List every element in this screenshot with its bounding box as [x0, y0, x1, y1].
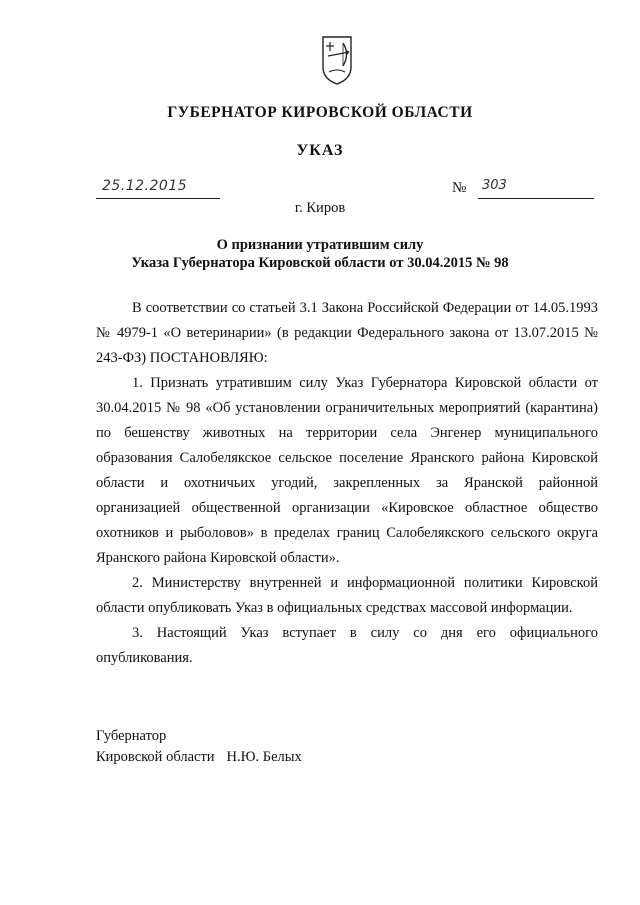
document-type: УКАЗ — [296, 142, 344, 159]
signer-position-line-2: Кировской области — [96, 749, 215, 765]
signature-block — [96, 726, 302, 768]
subject-heading — [0, 236, 640, 272]
clause-2: 2. Министерству внутренней и информационной политики Кировской области опубликовать Указ в официальных средствах массовой информации. — [96, 575, 598, 616]
clause-3: 3. Настоящий Указ вступает в силу со дня его официального опубликования. — [96, 625, 598, 666]
number-label: № — [452, 180, 467, 196]
number-field — [478, 180, 594, 199]
subject-line-2: Указа Губернатора Кировской области от 30.04.2015 № 98 — [131, 255, 509, 271]
document-date: 25.12.2015 — [102, 178, 188, 194]
preamble: В соответствии со статьей 3.1 Закона Российской Федерации от 14.05.1993 № 4979-1 «О ветеринарии» (в редакции Федерального закона от 13.07.2015 № 243-ФЗ) ПОСТАНОВЛЯЮ: — [96, 300, 598, 366]
city: г. Киров — [294, 200, 346, 216]
coat-of-arms-icon — [320, 34, 354, 86]
document-body — [96, 296, 598, 671]
subject-line-1: О признании утратившим силу — [216, 237, 424, 253]
signer-name: Н.Ю. Белых — [226, 749, 302, 765]
issuer-title: ГУБЕРНАТОР КИРОВСКОЙ ОБЛАСТИ — [167, 104, 473, 121]
signer-position-line-1: Губернатор — [96, 728, 167, 744]
date-field — [96, 180, 220, 199]
clause-1: 1. Признать утратившим силу Указ Губернатора Кировской области от 30.04.2015 № 98 «Об установлении ограничительных мероприятий (карантина) по бешенству животных на территории села Энгенер муниципального образования Салобелякское сельское поселение Яранского района Кировской области и охотничьих угодий, закрепленных за Яранской районной организацией общественной организации «Кировское областное общество охотников и рыболовов» в пределах границ Салобелякского сельского округа Яранского района Кировской области». — [96, 375, 598, 566]
document-number: 303 — [482, 178, 507, 193]
